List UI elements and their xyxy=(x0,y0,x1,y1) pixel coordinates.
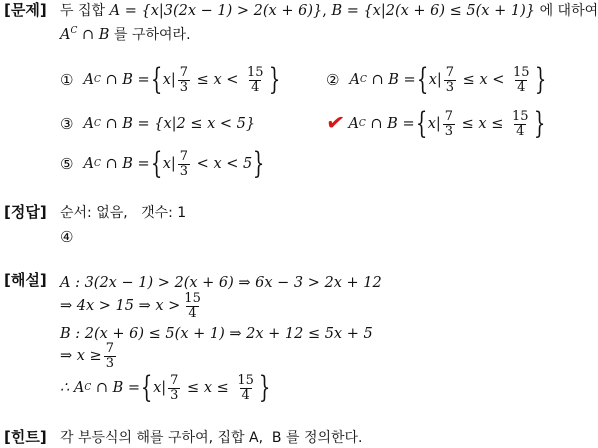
option-5[interactable] xyxy=(60,146,265,182)
option-lhs: A xyxy=(349,71,360,88)
set-a: A xyxy=(60,27,71,43)
fraction: $\frac{15}{4}$ xyxy=(513,65,530,95)
solution-label: [해설] xyxy=(4,271,47,289)
option-lhs: A xyxy=(83,116,94,133)
option-sup: C xyxy=(358,118,366,129)
option-inner: {x|2 ≤ x < 5} xyxy=(154,116,256,133)
question-label: [문제] xyxy=(4,1,47,19)
fraction: $\frac{7}{3}$ xyxy=(444,109,454,139)
solution-text: ⇒ x ≥ xyxy=(60,347,102,364)
answer-meta: 순서: 없음, 갯수: 1 xyxy=(60,205,187,221)
right-brace: } xyxy=(258,370,271,406)
right-brace: } xyxy=(253,146,265,182)
check-mark-icon: ✔ xyxy=(324,109,347,138)
option-lhs: A xyxy=(348,115,359,132)
set-builder: x| xyxy=(153,379,167,396)
fraction: $\frac{7}{3}$ xyxy=(179,149,189,179)
intersect-b: ∩ B = xyxy=(95,379,140,396)
fraction: $\frac{15}{4}$ xyxy=(184,291,201,321)
complement-sup: C xyxy=(84,382,92,393)
solution-line-5 xyxy=(60,370,271,406)
fraction: $\frac{7}{3}$ xyxy=(105,341,114,371)
option-4[interactable] xyxy=(324,106,546,142)
answer-label: [정답] xyxy=(4,203,47,221)
option-marker: ① xyxy=(60,70,74,89)
option-lhs: A xyxy=(83,155,94,172)
option-inner: x| xyxy=(162,71,176,88)
solution-text: ∴ A xyxy=(60,379,85,396)
solution-line-1: A : 3(2x − 1) > 2(x + 6) ⇒ 6x − 3 > 2x + 12 xyxy=(60,275,382,291)
fraction: $\frac{7}{3}$ xyxy=(179,65,189,95)
fraction: $\frac{7}{3}$ xyxy=(170,373,179,403)
option-cap: ∩ B = xyxy=(105,116,155,133)
option-inner: x| xyxy=(162,155,176,172)
left-brace: { xyxy=(416,62,428,98)
question-suffix: 에 대하여 xyxy=(539,3,598,19)
solution-line-3: B : 2(x + 6) ≤ 5(x + 1) ⇒ 2x + 12 ≤ 5x + 5 xyxy=(60,326,373,342)
question-instruction: 를 구하여라. xyxy=(114,27,191,43)
option-cap: ∩ B = xyxy=(105,155,150,172)
option-inner: x| xyxy=(427,115,441,132)
right-brace: } xyxy=(268,62,280,98)
left-brace: { xyxy=(415,106,427,142)
solution-line-4 xyxy=(60,342,118,370)
question-line-2 xyxy=(60,27,191,43)
option-mid: < x < 5 xyxy=(192,155,253,172)
option-sup: C xyxy=(93,119,101,129)
option-marker: ③ xyxy=(60,115,74,133)
hint-text: 각 부등식의 해를 구하여, 집합 A, B 를 정의한다. xyxy=(60,430,363,446)
option-marker: ② xyxy=(326,70,340,89)
left-brace: { xyxy=(150,146,162,182)
option-sup: C xyxy=(93,158,101,169)
option-sup: C xyxy=(359,74,367,85)
left-brace: { xyxy=(150,62,162,98)
option-inner: x| xyxy=(428,71,442,88)
complement-sup: C xyxy=(70,26,78,36)
hint-label: [힌트] xyxy=(4,428,47,446)
option-marker: ⑤ xyxy=(60,154,74,173)
set-b-definition: B = {x|2(x + 6) ≤ 5(x + 1)} xyxy=(331,3,535,19)
option-cap: ∩ B = xyxy=(371,71,416,88)
answer-choice: ④ xyxy=(60,228,74,246)
solution-text: ⇒ 4x > 15 ⇒ x > xyxy=(60,297,181,314)
option-mid: ≤ x < xyxy=(192,71,243,88)
separator: , xyxy=(322,3,327,19)
option-1[interactable] xyxy=(60,62,281,98)
option-mid: ≤ x < xyxy=(458,71,509,88)
fraction: $\frac{15}{4}$ xyxy=(511,109,529,139)
fraction: $\frac{15}{4}$ xyxy=(237,373,254,403)
question-prefix: 두 집합 xyxy=(60,3,106,19)
right-brace: } xyxy=(533,106,545,142)
set-a-definition: A = {x|3(2x − 1) > 2(x + 6)} xyxy=(109,3,323,19)
question-line-1 xyxy=(60,4,598,19)
left-brace: { xyxy=(140,370,153,406)
option-cap: ∩ B = xyxy=(105,71,150,88)
option-sup: C xyxy=(93,74,101,85)
option-mid: ≤ x ≤ xyxy=(457,115,508,132)
option-cap: ∩ B = xyxy=(370,115,415,132)
option-lhs: A xyxy=(83,71,94,88)
fraction: $\frac{15}{4}$ xyxy=(247,65,264,95)
solution-mid: ≤ x ≤ xyxy=(182,379,234,396)
option-3[interactable] xyxy=(60,117,255,132)
option-2[interactable] xyxy=(326,62,547,98)
intersect-b: ∩ B xyxy=(81,27,110,43)
solution-line-2 xyxy=(60,292,205,320)
right-brace: } xyxy=(534,62,546,98)
fraction: $\frac{7}{3}$ xyxy=(445,65,455,95)
